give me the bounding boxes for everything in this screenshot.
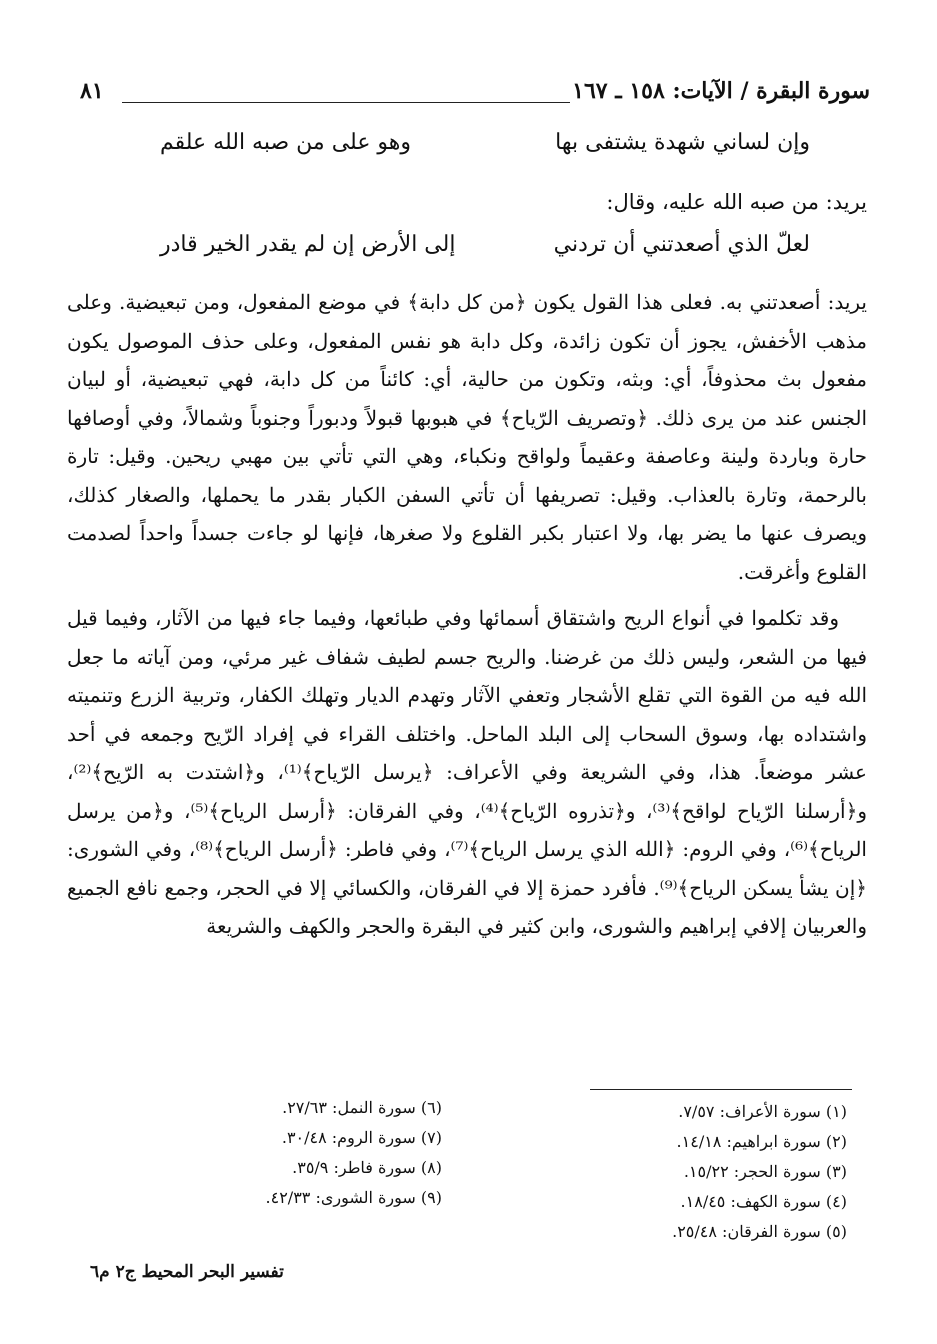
header-title: سورة البقرة / الآيات: ١٥٨ ـ ١٦٧ [572, 78, 870, 104]
printer-signature: تفسير البحر المحيط ج٢ م٦ [90, 1262, 284, 1282]
verse-1-first-hemistich: وإن لساني شهدة يشتفى بها [555, 130, 810, 155]
verse-2-first-hemistich: لعلّ الذي أصعدتني أن تردني [553, 232, 810, 257]
footnote-6: (٦) سورة النمل: ٢٧/٦٣. [282, 1098, 442, 1117]
footnotes-right-column [547, 1097, 847, 1247]
footnote-4: (٤) سورة الكهف: ١٨/٤٥. [680, 1192, 847, 1211]
header-rule [122, 102, 570, 103]
verse-2-second-hemistich: إلى الأرض إن لم يقدر الخير قادر [160, 232, 456, 257]
running-header [80, 78, 870, 114]
footnote-8: (٨) سورة فاطر: ٣٥/٩. [292, 1158, 442, 1177]
paragraph-1: يريد: أصعدتني به. فعلى هذا القول يكون ﴿من كل دابة﴾ في موضع المفعول، ومن تبعيضية. وعلى مذهب الأخفش، يجوز أن تكون زائدة، وكل دابة هو نفس المفعول، وعلى حذف الموصول يكون مفعول بث محذوفاً، أي: وبثه، وتكون من حالية، أي: كائناً من كل دابة، فهي تبعيضية، أو لبيان الجنس عند من يرى ذلك. ﴿وتصريف الرّياح﴾ في هبوبها قبولاً ودبوراً وجنوباً وشمالاً، وفي أوصافها حارة وباردة ولينة وعاصفة وعقيماً ولواقح ونكباء، وهي التي تأتي بين مهبي ريحين. وقيل: تارة بالرحمة، وتارة بالعذاب. وقيل: تصريفها أن تأتي السفن الكبار بقدر ما يحملها، والصغار كذلك، ويصرف عنها ما يضر بها، ولا اعتبار بكبر القلوع ولا صغرها، فإنها لو جاءت جسداً واحداً لصدمت القلوع وأغرقت. [67, 290, 867, 584]
footnote-7: (٧) سورة الروم: ٣٠/٤٨. [281, 1128, 442, 1147]
footnotes-left-column [182, 1093, 442, 1213]
page-number: ٨١ [80, 78, 104, 104]
footnote-5: (٥) سورة الفرقان: ٢٥/٤٨. [672, 1222, 847, 1241]
poetry-verse-1 [90, 130, 810, 166]
footnote-9: (٩) سورة الشورى: ٤٢/٣٣. [265, 1188, 442, 1207]
footnote-1: (١) سورة الأعراف: ٧/٥٧. [678, 1102, 847, 1121]
paragraph-2: وقد تكلموا في أنواع الريح واشتقاق أسمائها وفي طبائعها، وفيما جاء فيها من الآثار، وفيما قيل فيها من الشعر، وليس ذلك من غرضنا. والريح جسم لطيف شفاف غير مرئي، ومن آياته ما جعل الله فيه من القوة التي تقلع الأشجار وتعفي الآثار وتهدم الديار وتهلك الكفار، وتربية الزرع وتنميته واشتداده بها، وسوق السحاب إلى البلد الماحل. واختلف القراء في إفراد الرّيح وجمعه في أحد عشر موضعاً. هذا، وفي الشريعة وفي الأعراف: ﴿يرسل الرّياح﴾⁽¹⁾، و﴿اشتدت به الرّيح﴾⁽²⁾، و﴿أرسلنا الرّياح لواقح﴾⁽³⁾، و﴿تذروه الرّياح﴾⁽⁴⁾، وفي الفرقان: ﴿أرسل الرياح﴾⁽⁵⁾، و﴿من يرسل الرياح﴾⁽⁶⁾، وفي الروم: ﴿الله الذي يرسل الرياح﴾⁽⁷⁾، وفي فاطر: ﴿أرسل الرياح﴾⁽⁸⁾، وفي الشورى: ﴿إن يشأ يسكن الرياح﴾⁽⁹⁾. فأفرد حمزة إلا في الفرقان، والكسائي إلا في الحجر، وجمع نافع الجميع والعربيان إلافي إبراهيم والشورى، وابن كثير في البقرة والحجر والكهف والشريعة [67, 606, 867, 938]
verse-1-second-hemistich: وهو على من صبه الله علقم [160, 130, 412, 155]
footnote-separator [590, 1089, 852, 1090]
footnote-2: (٢) سورة ابراهيم: ١٤/١٨. [676, 1132, 847, 1151]
footnote-3: (٣) سورة الحجر: ١٥/٢٢. [683, 1162, 847, 1181]
poetry-verse-2 [90, 232, 810, 268]
text-line-yurid: يريد: من صبه الله عليه، وقال: [606, 190, 867, 214]
main-body-text [67, 283, 867, 946]
